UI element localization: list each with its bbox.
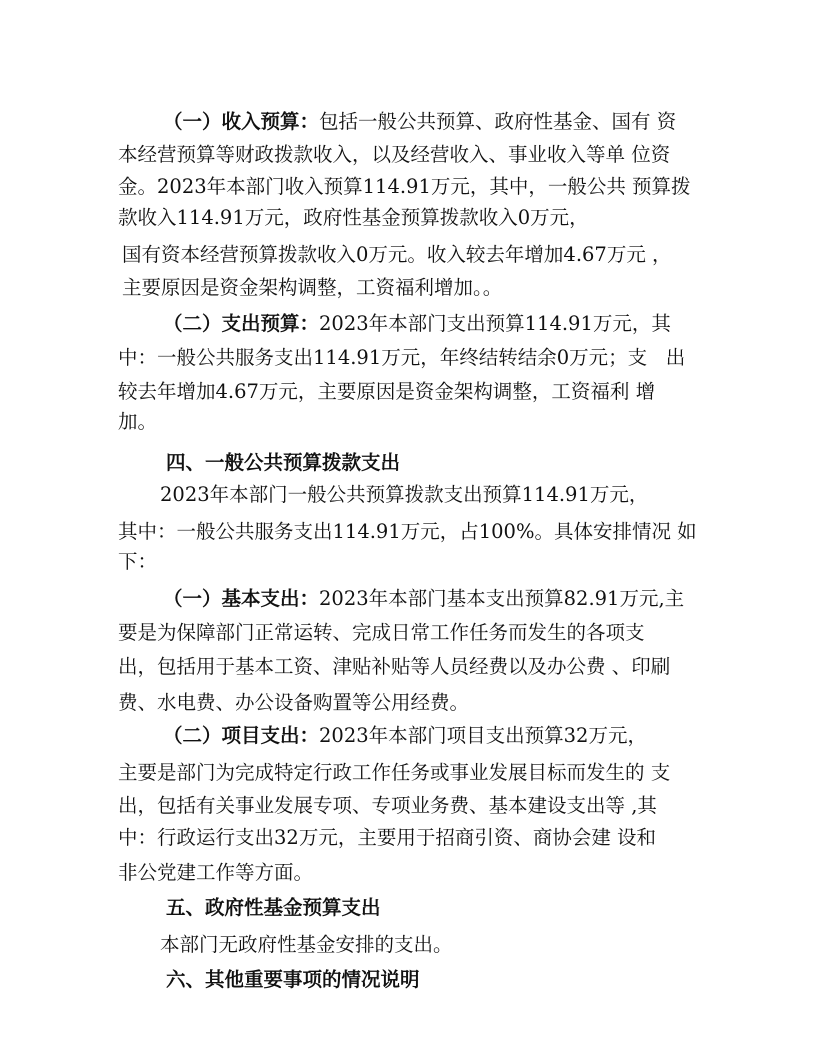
bold-label: （二）支出预算： xyxy=(163,312,320,335)
section-heading xyxy=(166,451,400,475)
paragraph-line xyxy=(118,175,691,199)
paragraph-line xyxy=(163,312,671,336)
bold-label: （一）收入预算： xyxy=(163,110,320,133)
line-text: 中：一般公共服务支出114.91万元，年终结转结余0万元；支 出 xyxy=(118,346,686,369)
paragraph-line xyxy=(160,483,648,507)
paragraph-line xyxy=(118,826,656,850)
paragraph-line xyxy=(118,550,157,574)
paragraph-line xyxy=(118,206,589,230)
section-heading xyxy=(166,968,420,992)
paragraph-line xyxy=(122,243,672,267)
line-text: 款收入114.91万元，政府性基金预算拨款收入0万元， xyxy=(118,206,589,229)
line-text: 出，包括有关事业发展专项、专项业务费、基本建设支出等 ,其 xyxy=(118,794,657,817)
paragraph-line xyxy=(163,587,684,611)
paragraph-line xyxy=(118,761,670,785)
paragraph-line xyxy=(118,691,469,715)
paragraph-line xyxy=(118,520,697,544)
paragraph-line xyxy=(118,621,645,645)
line-text: 中：行政运行支出32万元，主要用于招商引资、商协会建 设和 xyxy=(118,826,657,849)
line-text: 本部门无政府性基金安排的支出。 xyxy=(160,933,453,956)
line-text: 本经营预算等财政拨款收入，以及经营收入、事业收入等单 位资 xyxy=(118,143,671,166)
bold-label: （一）基本支出： xyxy=(163,587,320,610)
line-text: 金。2023年本部门收入预算114.91万元，其中，一般公共 预算拨 xyxy=(118,175,691,198)
line-text: 加。 xyxy=(118,410,158,433)
line-text: 主要是部门为完成特定行政工作任务或事业发展目标而发生的 支 xyxy=(118,761,671,784)
line-text: 国有资本经营预算拨款收入0万元。收入较去年增加4.67万元 ， xyxy=(122,243,672,266)
paragraph-line xyxy=(163,724,647,748)
line-text: 2023年本部门一般公共预算拨款支出预算114.91万元， xyxy=(160,483,649,506)
line-text: 其中：一般公共服务支出114.91万元，占100%。具体安排情况 如 xyxy=(118,520,697,543)
line-text: 主要原因是资金架构调整，工资福利增加。。 xyxy=(122,276,503,299)
line-text: 费、水电费、办公设备购置等公用经费。 xyxy=(118,691,470,714)
bold-label: 五、政府性基金预算支出 xyxy=(166,896,381,919)
bold-label: 六、其他重要事项的情况说明 xyxy=(166,968,420,991)
bold-label: （二）项目支出： xyxy=(163,724,320,747)
paragraph-line xyxy=(122,276,502,300)
line-text: 2023年本部门项目支出预算32万元， xyxy=(319,724,647,747)
paragraph-line xyxy=(118,143,670,167)
paragraph-line xyxy=(160,933,453,957)
paragraph-line xyxy=(118,380,655,404)
paragraph-line xyxy=(118,794,657,818)
line-text: 包括一般公共预算、政府性基金、国有 资 xyxy=(319,110,677,133)
line-text: 非公党建工作等方面。 xyxy=(118,861,314,884)
line-text: 下： xyxy=(118,550,158,573)
line-text: 出，包括用于基本工资、津贴补贴等人员经费以及办公费 、印刷 xyxy=(118,655,671,678)
bold-label: 四、一般公共预算拨款支出 xyxy=(166,451,401,474)
line-text: 2023年本部门支出预算114.91万元，其 xyxy=(319,312,671,335)
paragraph-line xyxy=(163,110,676,134)
line-text: 要是为保障部门正常运转、完成日常工作任务而发生的各项支 xyxy=(118,621,645,644)
line-text: 较去年增加4.67万元，主要原因是资金架构调整，工资福利 增 xyxy=(118,380,656,403)
line-text: 2023年本部门基本支出预算82.91万元,主 xyxy=(319,587,685,610)
section-heading xyxy=(166,896,381,920)
paragraph-line xyxy=(118,861,313,885)
paragraph-line xyxy=(118,346,685,370)
paragraph-line xyxy=(118,410,157,434)
paragraph-line xyxy=(118,655,670,679)
